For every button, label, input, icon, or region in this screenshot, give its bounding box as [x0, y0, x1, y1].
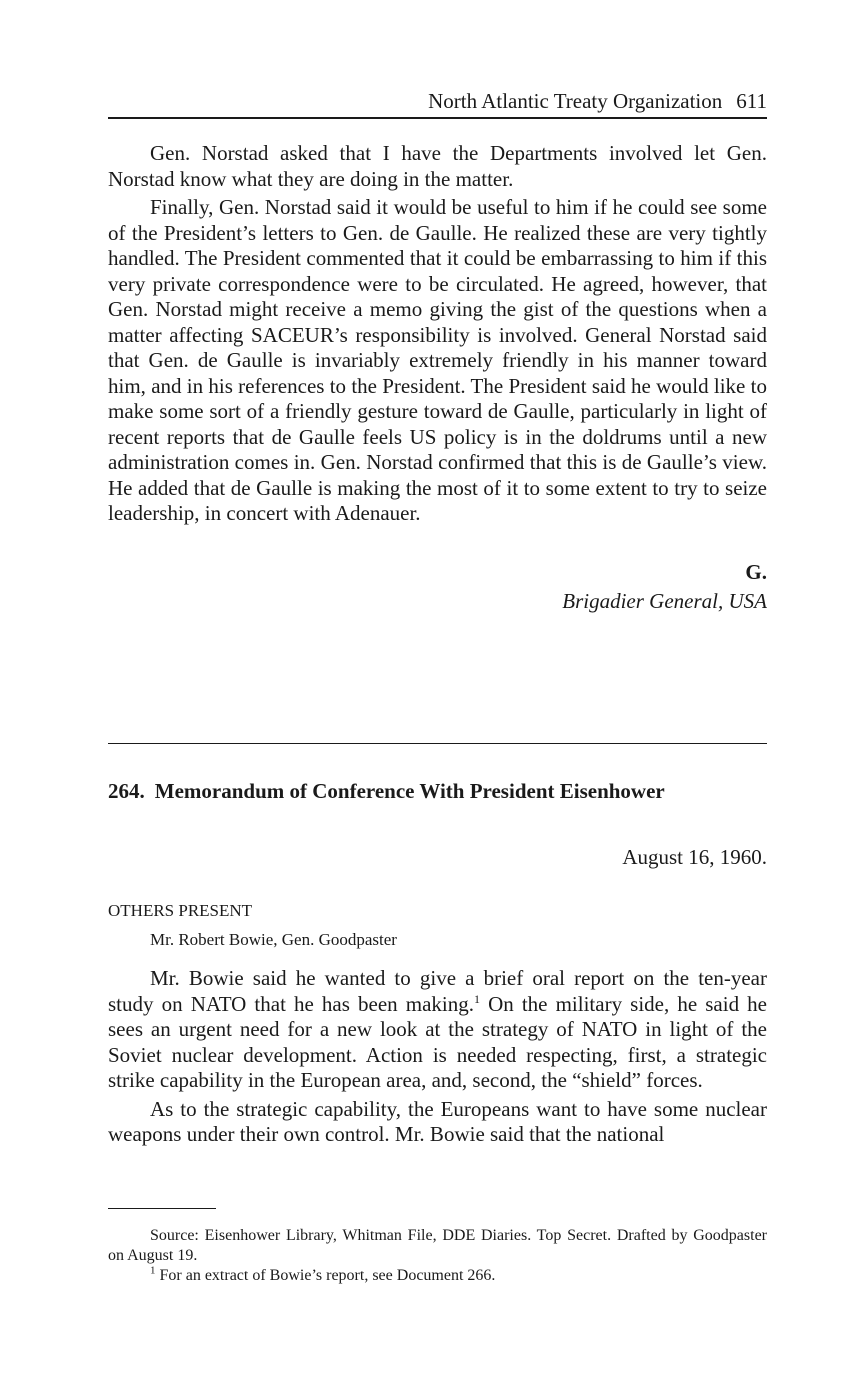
others-present-names: Mr. Robert Bowie, Gen. Goodpaster: [150, 930, 397, 949]
footnotes: [108, 1226, 767, 1286]
document-heading: [108, 778, 767, 804]
running-title: North Atlantic Treaty Organization: [428, 89, 723, 113]
section-divider: [108, 743, 767, 744]
document-date: August 16, 1960.: [622, 845, 767, 869]
continued-text: [108, 141, 767, 527]
running-head: [108, 88, 767, 114]
footnote-rule: [108, 1208, 216, 1209]
document-page: [108, 0, 767, 1380]
paragraph: Mr. Bowie said he wanted to give a brief oral report on the ten-year study on NATO that he has been making.$^1$ On the military side, he said he sees an urgent need for a new look at the strategy of NATO in light of the Soviet nuclear development. Action is needed respecting, first, a strategic strike capability in the European area, and, second, the “shield” forces.: [108, 966, 768, 1092]
document-title: Memorandum of Conference With President Eisenhower: [154, 779, 665, 803]
document-body: [108, 966, 767, 1148]
source-note: Source: Eisenhower Library, Whitman File, DDE Diaries. Top Secret. Drafted by Goodpaster on August 19.: [108, 1227, 767, 1264]
paragraph: Gen. Norstad asked that I have the Departments involved let Gen. Norstad know what they are doing in the matter.: [108, 141, 767, 191]
footnote-reference[interactable]: 1: [473, 991, 480, 1006]
document-number: 264.: [108, 779, 145, 803]
footnote-marker: 1: [150, 1264, 156, 1277]
header-rule: [108, 117, 767, 119]
footnote-1: $^1$ For an extract of Bowie’s report, see Document 266.: [150, 1264, 496, 1284]
signature-title: Brigadier General, USA: [562, 589, 767, 613]
signature-initial: G.: [745, 560, 767, 584]
page-number: 611: [736, 89, 767, 113]
others-present-label: OTHERS PRESENT: [108, 901, 253, 920]
paragraph: Finally, Gen. Norstad said it would be useful to him if he could see some of the President’s letters to Gen. de Gaulle. He realized these are very tightly handled. The President commented that it could be embarrassing to him if this very private correspondence were to be circulated. He agreed, however, that Gen. Norstad might receive a memo giving the gist of the questions when a matter affecting SACEUR’s responsibility is involved. General Norstad said that Gen. de Gaulle is invariably extremely friendly in his manner toward him, and in his references to the President. The President said he would like to make some sort of a friendly gesture toward de Gaulle, particularly in light of recent reports that de Gaulle feels US policy is in the doldrums until a new administration comes in. Gen. Norstad confirmed that this is de Gaulle’s view. He added that de Gaulle is making the most of it to some extent to try to seize leadership, in concert with Adenauer.: [108, 195, 767, 525]
paragraph: As to the strategic capability, the Europeans want to have some nuclear weapons under their own control. Mr. Bowie said that the national: [108, 1096, 767, 1146]
